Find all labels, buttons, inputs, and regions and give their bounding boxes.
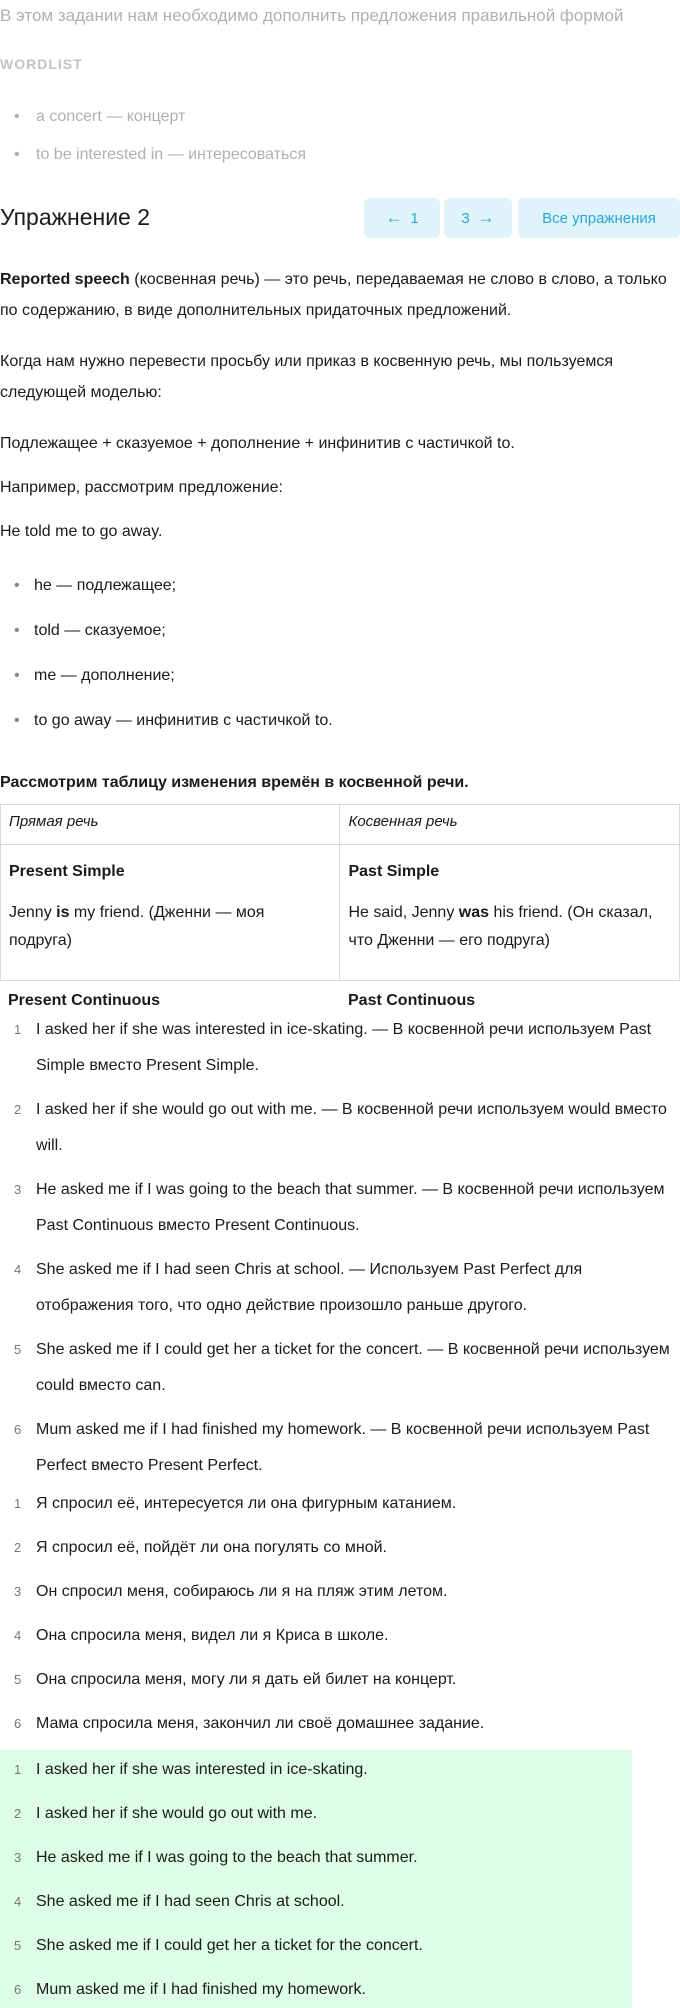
explanation-item [0,1012,680,1084]
answer-text: She asked me if I had seen Chris at school. [36,1893,345,1910]
sentence-part-item: • told — сказуемое; [14,619,333,664]
item-number: 2 [14,1806,22,1821]
item-number: 6 [14,1982,22,1997]
arrow-right-icon: → [477,208,495,227]
explanation-text: She asked me if I could get her a ticket for the concert. — В косвенной речи используем could вместо can. [36,1341,670,1394]
item-number: 4 [14,1262,22,1277]
item-number: 6 [14,1422,22,1437]
reported-example-part: He said, Jenny [348,904,459,921]
reported-speech-definition: (косвенная речь) — это речь, передаваемая не слово в слово, а только по содержанию, в виде дополнительных придаточных предложений. [0,271,667,319]
exercise-title: Упражнение 2 [0,204,151,230]
explanation-text: She asked me if I had seen Chris at school. — Используем Past Perfect для отображения того, что одно действие произошло раньше другого. [36,1261,583,1314]
translation-text: Мама спросила меня, закончил ли своё домашнее задание. [36,1715,485,1732]
explanation-text: I asked her if she was interested in ice-skating. — В косвенной речи используем Past Simple вместо Present Simple. [36,1021,652,1074]
explanation-text: He asked me if I was going to the beach that summer. — В косвенной речи используем Past Continuous вместо Present Continuous. [36,1181,665,1234]
translation-text: Она спросила меня, могу ли я дать ей билет на концерт. [36,1671,457,1688]
explanation-item [0,1252,680,1324]
tense-table [0,804,680,981]
item-number: 3 [14,1182,22,1197]
answer-text: I asked her if she would go out with me. [36,1805,318,1822]
translation-text: Он спросил меня, собираюсь ли я на пляж этим летом. [36,1583,448,1600]
reported-speech-term: Reported speech [0,271,130,288]
item-number: 5 [14,1342,22,1357]
answer-text: She asked me if I could get her a ticket for the concert. [36,1937,423,1954]
explanation-item [0,1332,680,1404]
intro-text: В этом задании нам необходимо дополнить предложения правильной формой [0,6,624,25]
answer-item [0,1972,680,2008]
arrow-left-icon: ← [385,208,403,227]
reported-tense: Past Continuous [348,992,476,1009]
item-number: 3 [14,1850,22,1865]
item-number: 5 [14,1672,22,1687]
table-header-direct: Прямая речь [1,805,340,845]
item-number: 2 [14,1540,22,1555]
next-exercise-button[interactable] [444,198,512,238]
translation-text: Я спросил её, пойдёт ли она погулять со мной. [36,1539,387,1556]
explanation-item [0,1412,680,1484]
direct-example-part: my friend. (Дженни — моя подруга) [9,904,265,949]
sentence-part-item: • to go away — инфинитив с частичкой to. [14,709,333,754]
answer-item [0,1752,680,1796]
answer-item [0,1884,680,1928]
direct-tense: Present Continuous [8,992,161,1009]
wordlist-label: WORDLIST [0,56,83,72]
explanations-list [0,1012,680,1484]
answer-item [0,1796,680,1840]
reported-example-part: his friend. (Он сказал, что Дженни — его подруга) [348,904,653,949]
translation-item [0,1530,680,1574]
item-number: 1 [14,1496,22,1511]
theory-formula: Подлежащее + сказуемое + дополнение + инфинитив с частичкой to. [0,435,515,452]
table-cell-reported [340,845,680,981]
reported-example [348,899,671,955]
all-exercises-button[interactable]: Все упражнения [518,198,680,238]
sentence-part-item: • he — подлежащее; [14,574,333,619]
direct-example-part: Jenny [9,904,57,921]
translation-item [0,1574,680,1618]
table-header-reported: Косвенная речь [340,805,680,845]
theory-paragraph-2: Когда нам нужно перевести просьбу или приказ в косвенную речь, мы пользуемся следующей моделью: [0,353,613,401]
explanation-text: I asked her if she would go out with me. — В косвенной речи используем would вместо will. [36,1101,667,1154]
theory-paragraph-1 [0,264,680,326]
translation-item [0,1486,680,1530]
answers-list [0,1752,680,2008]
prev-exercise-label: 1 [410,209,419,227]
translation-item [0,1662,680,1706]
theory-example: He told me to go away. [0,523,163,540]
item-number: 3 [14,1584,22,1599]
explanation-item [0,1092,680,1164]
direct-example [9,899,331,955]
answer-item [0,1928,680,1972]
explanation-text: Mum asked me if I had finished my homework. — В косвенной речи используем Past Perfect вместо Present Perfect. [36,1421,650,1474]
translation-item [0,1618,680,1662]
translations-list [0,1486,680,1750]
answer-text: Mum asked me if I had finished my homework. [36,1981,366,1998]
item-number: 1 [14,1022,22,1037]
answer-text: He asked me if I was going to the beach that summer. [36,1849,418,1866]
item-number: 4 [14,1894,22,1909]
next-exercise-label: 3 [461,209,470,227]
sentence-part-item: • me — дополнение; [14,664,333,709]
table-cell-direct [1,845,340,981]
faded-header [0,0,680,180]
translation-text: Я спросил её, интересуется ли она фигурным катанием. [36,1495,457,1512]
item-number: 1 [14,1762,22,1777]
item-number: 4 [14,1628,22,1643]
sentence-parts-list [14,574,333,754]
item-number: 2 [14,1102,22,1117]
answer-text: I asked her if she was interested in ice-skating. [36,1761,368,1778]
table-heading: Рассмотрим таблицу изменения времён в косвенной речи. [0,774,469,791]
theory-example-intro: Например, рассмотрим предложение: [0,479,283,496]
wordlist-item: • to be interested in — интересоваться [14,146,306,164]
explanation-item [0,1172,680,1244]
table-header-row [1,805,680,845]
translation-item [0,1706,680,1750]
reported-example-verb: was [458,904,490,921]
item-number: 5 [14,1938,22,1953]
wordlist [14,108,306,184]
table-row [1,845,680,981]
prev-exercise-button[interactable] [364,198,440,238]
reported-tense: Past Simple [348,863,440,880]
direct-example-verb: is [56,904,70,921]
wordlist-item: • a concert — концерт [14,108,306,126]
item-number: 6 [14,1716,22,1731]
answer-item [0,1840,680,1884]
translation-text: Она спросила меня, видел ли я Криса в школе. [36,1627,389,1644]
direct-tense: Present Simple [9,863,125,880]
